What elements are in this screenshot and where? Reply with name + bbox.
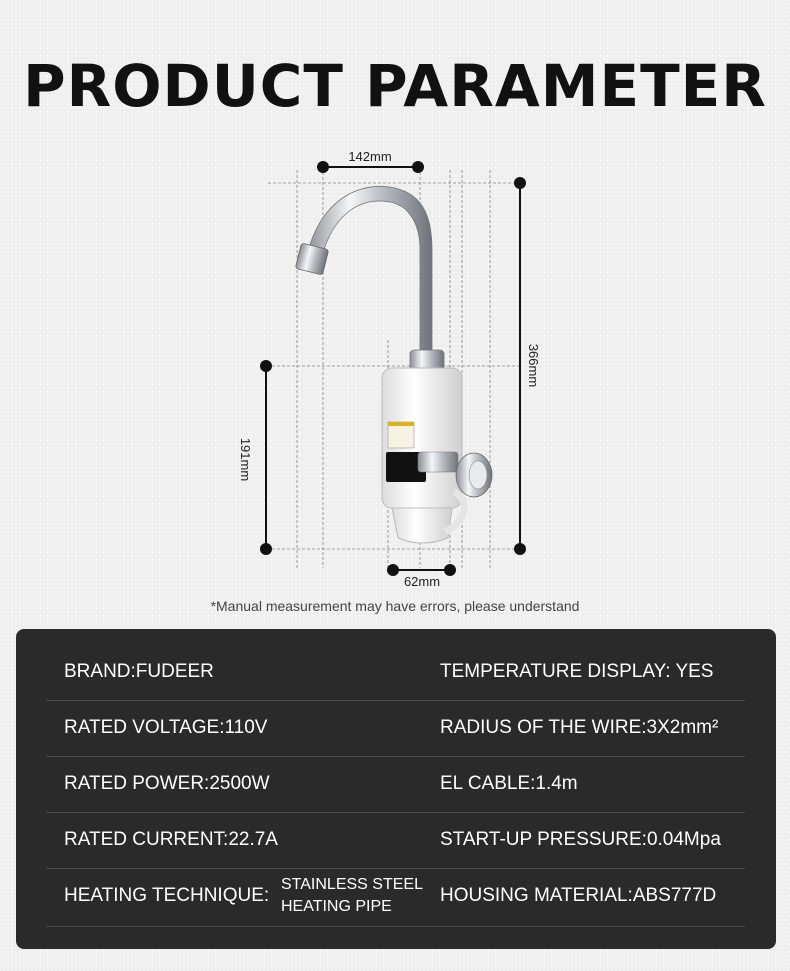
spec-row (46, 812, 745, 869)
spec-row (46, 756, 745, 813)
width-top-label: 142mm (348, 149, 392, 164)
height-total-label: 366mm (526, 343, 542, 388)
spec-brand: BRAND:FUDEER (64, 661, 214, 682)
spec-panel (16, 629, 776, 949)
heating-value-line1: STAINLESS STEEL (281, 876, 423, 893)
measurement-note: *Manual measurement may have errors, please understand (210, 598, 580, 614)
spec-row (46, 644, 745, 701)
spec-temperature-display: TEMPERATURE DISPLAY: YES (440, 661, 714, 682)
spec-startup-pressure: START-UP PRESSURE:0.04Mpa (440, 829, 721, 850)
spec-row (46, 868, 745, 927)
height-body-label: 191mm (238, 437, 254, 482)
spec-wire-radius: RADIUS OF THE WIRE:3X2mm² (440, 717, 719, 738)
page-title: PRODUCT PARAMETER (23, 52, 767, 120)
spec-heating-technique (64, 868, 269, 924)
product-diagram (0, 140, 790, 600)
spec-rated-voltage: RATED VOLTAGE:110V (64, 717, 268, 738)
heating-technique-label: HEATING TECHNIQUE: (64, 885, 270, 906)
heating-value-line2: HEATING PIPE (281, 898, 392, 915)
spec-rated-power: RATED POWER:2500W (64, 773, 270, 794)
faucet-illustration (0, 140, 790, 600)
spec-row (46, 700, 745, 757)
heating-technique-value (281, 874, 441, 918)
spec-el-cable: EL CABLE:1.4m (440, 773, 578, 794)
width-bottom-label: 62mm (403, 574, 441, 589)
spec-rated-current: RATED CURRENT:22.7A (64, 829, 278, 850)
spec-housing-material: HOUSING MATERIAL:ABS777D (440, 885, 717, 906)
